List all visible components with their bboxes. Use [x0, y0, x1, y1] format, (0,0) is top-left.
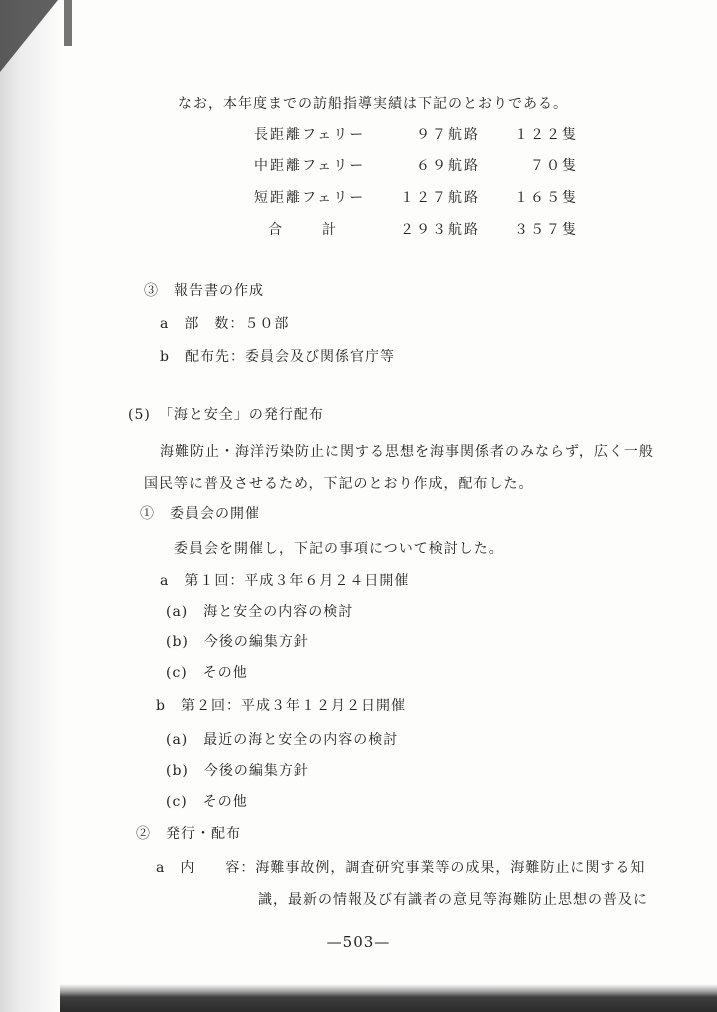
meeting-1-item-a: (a) 海と安全の内容の検討: [166, 604, 354, 620]
table-row-1-routes: ９７航路: [416, 127, 480, 143]
subsection-2-heading: ② 発行・配布: [136, 826, 241, 842]
table-total-ships: ３５７隻: [514, 222, 578, 238]
meeting-2-item-a: (a) 最近の海と安全の内容の検討: [166, 732, 399, 748]
subsection-1-body: 委員会を開催し，下記の事項について検討した。: [174, 541, 504, 557]
subsection-1-heading: ① 委員会の開催: [140, 506, 260, 522]
table-row-3-name: 短距離フェリー: [254, 190, 366, 206]
table-total-label: 合 計: [268, 222, 340, 238]
table-row-1-name: 長距離フェリー: [254, 127, 366, 143]
scan-shadow-left: [0, 0, 62, 1012]
table-row-2-ships: ７０隻: [530, 158, 578, 174]
content-line-2: 識，最新の情報及び有識者の意見等海難防止思想の普及に: [258, 892, 648, 908]
section-5-heading: (5) 「海と安全」の発行配布: [128, 407, 324, 423]
table-total-routes: ２９３航路: [400, 222, 480, 238]
meeting-1-item-c: (c) その他: [166, 665, 248, 681]
section-5-body-line-1: 海難防止・海洋汚染防止に関する思想を海事関係者のみならず，広く一般: [160, 444, 654, 460]
report-item-a: a 部 数：５０部: [160, 316, 290, 332]
table-row-3-routes: １２７航路: [400, 190, 480, 206]
report-item-b: b 配布先：委員会及び関係官庁等: [160, 349, 395, 365]
table-row-2-name: 中距離フェリー: [254, 158, 366, 174]
table-row-1-ships: １２２隻: [514, 127, 578, 143]
intro-text: なお，本年度までの訪船指導実績は下記のとおりである。: [178, 96, 568, 112]
table-row-2-routes: ６９航路: [416, 158, 480, 174]
content-line-1: a 内 容：海難事故例，調査研究事業等の成果，海難防止に関する知: [156, 860, 646, 876]
meeting-1-item-b: (b) 今後の編集方針: [166, 634, 309, 650]
report-heading: ③ 報告書の作成: [144, 283, 264, 299]
meeting-2-item-b: (b) 今後の編集方針: [166, 763, 309, 779]
section-5-body-line-2: 国民等に普及させるため，下記のとおり作成，配布した。: [144, 476, 534, 492]
scan-shadow-bottom: [60, 984, 717, 1012]
meeting-1-heading: a 第１回：平成３年６月２４日開催: [160, 573, 410, 589]
scan-binding-mark: [64, 0, 72, 46]
meeting-2-item-c: (c) その他: [166, 794, 248, 810]
table-row-3-ships: １６５隻: [514, 190, 578, 206]
page-number: —503—: [326, 933, 391, 951]
meeting-2-heading: b 第２回：平成３年１２月２日開催: [156, 698, 406, 714]
scan-corner-mark: [0, 0, 58, 72]
